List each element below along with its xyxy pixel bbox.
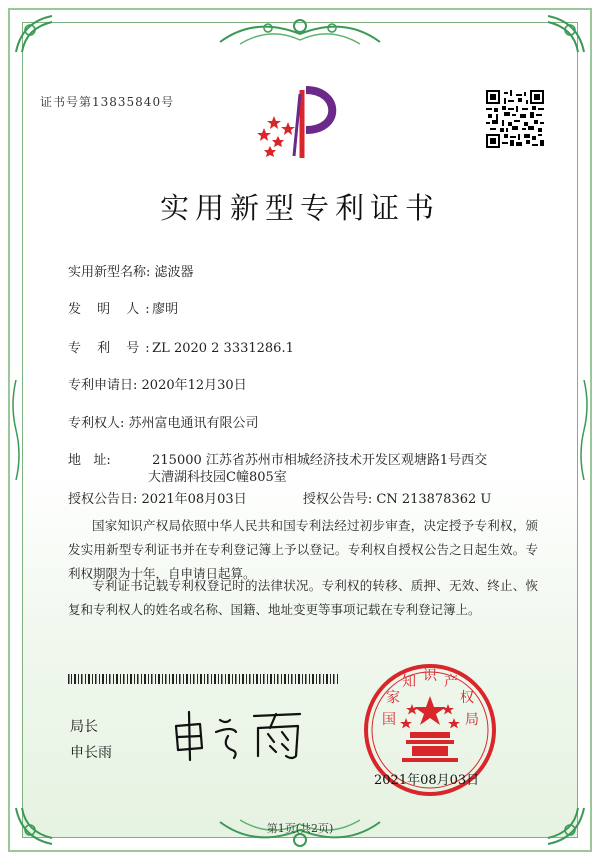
patent-number-value: ZL 2020 2 3331286.1 bbox=[152, 341, 294, 356]
officer-name: 申长雨 bbox=[70, 745, 112, 761]
utility-model-name-row bbox=[68, 261, 194, 280]
patentee-value: 苏州富电通讯有限公司 bbox=[128, 416, 259, 431]
patent-number-label: 专 利 号: bbox=[68, 341, 156, 356]
left-side-ornament bbox=[8, 380, 24, 480]
svg-text:国: 国 bbox=[382, 712, 396, 728]
barcode bbox=[68, 674, 340, 684]
certificate-number: 证书号第13835840号 bbox=[40, 95, 175, 109]
utility-model-name-value: 滤波器 bbox=[154, 265, 194, 280]
inventor-value: 廖明 bbox=[152, 302, 179, 317]
corner-ornament-bottom-left bbox=[12, 778, 82, 848]
corner-ornament-top-left bbox=[12, 12, 82, 82]
grant-number-value: CN 213878362 U bbox=[376, 492, 492, 507]
corner-ornament-bottom-right bbox=[518, 778, 588, 848]
filing-date-row bbox=[68, 374, 247, 393]
grant-date-label: 授权公告日: bbox=[68, 492, 138, 507]
patent-number-row bbox=[68, 337, 294, 356]
svg-text:家: 家 bbox=[386, 690, 400, 706]
top-ornament bbox=[210, 12, 390, 56]
grant-date-value: 2021年08月03日 bbox=[141, 492, 247, 507]
right-side-ornament bbox=[576, 380, 592, 480]
page-number: 第1页(共2页) bbox=[266, 822, 334, 835]
signature bbox=[170, 706, 310, 762]
patentee-label: 专利权人: bbox=[68, 416, 125, 431]
inventor-row bbox=[68, 298, 178, 317]
seal-date: 2021年08月03日 bbox=[374, 773, 480, 788]
svg-text:识: 识 bbox=[423, 668, 437, 684]
officer-title: 局长 bbox=[70, 719, 98, 735]
address-line-2: 大漕湖科技园C幢805室 bbox=[148, 470, 287, 485]
legal-status-paragraph: 专利证书记载专利权登记时的法律状况。专利权的转移、质押、无效、终止、恢复和专利权人的姓名或名称、国籍、地址变更等事项记载在专利登记簿上。 bbox=[68, 578, 538, 617]
grant-number-label: 授权公告号: bbox=[302, 492, 373, 507]
svg-text:产: 产 bbox=[444, 674, 458, 690]
filing-date-value: 2020年12月30日 bbox=[141, 378, 247, 393]
qr-code bbox=[486, 90, 544, 148]
address-line-1: 215000 江苏省苏州市相城经济技术开发区观塘路1号西交 bbox=[152, 453, 488, 468]
corner-ornament-top-right bbox=[518, 12, 588, 82]
grant-row bbox=[68, 488, 491, 507]
certificate-title: 实用新型专利证书 bbox=[159, 191, 440, 225]
filing-date-label: 专利申请日: bbox=[68, 378, 138, 393]
inventor-label: 发 明 人: bbox=[68, 302, 156, 317]
patentee-row bbox=[68, 412, 259, 431]
svg-text:权: 权 bbox=[460, 690, 474, 706]
utility-model-name-label: 实用新型名称: bbox=[68, 265, 151, 280]
svg-text:局: 局 bbox=[465, 712, 479, 728]
grant-statement-paragraph: 国家知识产权局依照中华人民共和国专利法经过初步审查，决定授予专利权，颁发实用新型专利证书并在专利登记簿上予以登记。专利权自授权公告之日起生效。专利权期限为十年，自申请日起算。 bbox=[68, 518, 538, 581]
patent-office-emblem-icon bbox=[250, 84, 350, 164]
svg-text:知: 知 bbox=[402, 674, 416, 690]
address-label: 地 址: bbox=[68, 453, 111, 468]
